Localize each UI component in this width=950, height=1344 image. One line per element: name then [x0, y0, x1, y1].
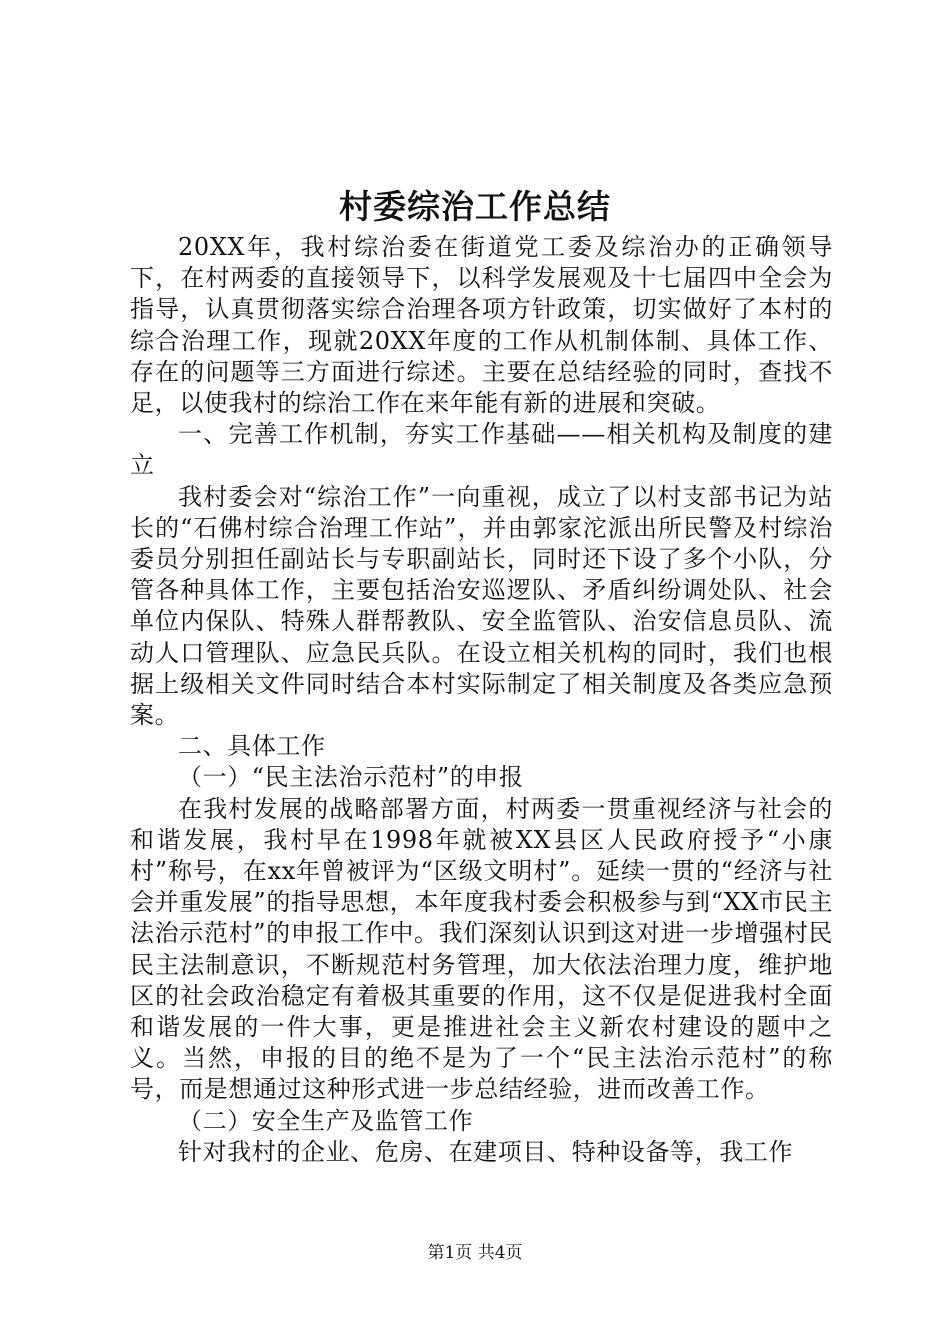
paragraph-demo-village: 在我村发展的战略部署方面，村两委一贯重视经济与社会的和谐发展，我村早在1998年就被XX县区人民政府授予“小康村”称号，在xx年曾被评为“区级文明村”。延续一贯的“经济与社会并重发展”的指导思想，本年度我村委会积极参与到“XX市民主法治示范村”的申报工作中。我们深刻认识到这对进一步增强村民民主法制意识，不断规范村务管理，加大依法治理力度，维护地区的社会政治稳定有着极其重要的作用，这不仅是促进我村全面和谐发展的一件大事，更是推进社会主义新农村建设的题中之义。当然，申报的目的绝不是为了一个“民主法治示范村”的称号，而是想通过这种形式进一步总结经验，进而改善工作。 [130, 794, 833, 1104]
document-body [130, 232, 833, 1168]
paragraph-intro: 20XX年，我村综治委在街道党工委及综治办的正确领导下，在村两委的直接领导下，以科学发展观及十七届四中全会为指导，认真贯彻落实综合治理各项方针政策，切实做好了本村的综合治理工作，现就20XX年度的工作从机制体制、具体工作、存在的问题等三方面进行综述。主要在总结经验的同时，查找不足，以使我村的综治工作在来年能有新的进展和突破。 [130, 233, 833, 418]
paragraph-mechanism: 我村委会对“综治工作”一向重视，成立了以村支部书记为站长的“石佛村综合治理工作站”，并由郭家沱派出所民警及村综治委员分别担任副站长与专职副站长，同时还下设了多个小队，分管各种具体工作，主要包括治安巡逻队、矛盾纠纷调处队、社会单位内保队、特殊人群帮教队、安全监管队、治安信息员队、流动人口管理队、应急民兵队。在设立相关机构的同时，我们也根据上级相关文件同时结合本村实际制定了相关制度及各类应急预案。 [130, 482, 833, 730]
subsection-heading-1: （一）“民主法治示范村”的申报 [178, 763, 524, 792]
page-footer: 第1页 共4页 [427, 1243, 523, 1263]
section-heading-2: 二、具体工作 [178, 732, 326, 761]
subsection-heading-2: （二）安全生产及监管工作 [178, 1106, 474, 1135]
paragraph-safety: 针对我村的企业、危房、在建项目、特种设备等，我工作 [178, 1137, 793, 1166]
document-title: 村委综治工作总结 [339, 187, 611, 226]
section-heading-1: 一、完善工作机制，夯实工作基础——相关机构及制度的建立 [130, 420, 833, 480]
